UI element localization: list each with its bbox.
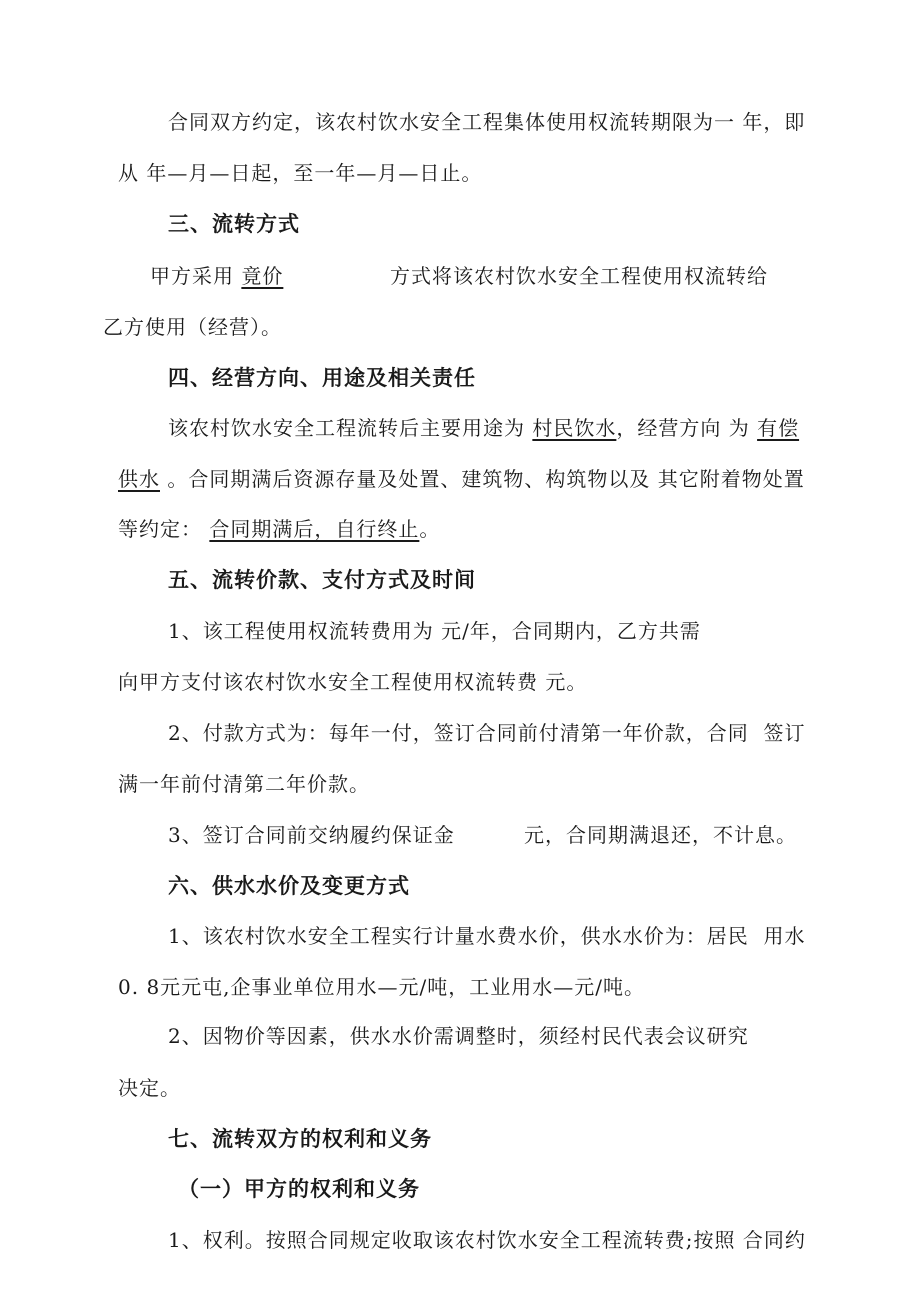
price-line-1: 1、该工程使用权流转费用为 元/年，合同期内，乙方共需 bbox=[168, 619, 701, 643]
contract-term-line-1: 合同双方约定，该农村饮水安全工程集体使用权流转期限为一 年，即 bbox=[168, 110, 806, 134]
water-price-line-2: 0. 8元元屯,企事业单位用水—元/吨，工业用水—元/吨。 bbox=[118, 975, 645, 999]
transfer-method-suffix: 方式将该农村饮水安全工程使用权流转给 bbox=[390, 264, 768, 288]
deposit-line-b: 元，合同期满退还，不计息。 bbox=[524, 823, 797, 847]
subsection-heading-party-a: （一）甲方的权利和义务 bbox=[178, 1177, 420, 1201]
section-heading-6: 六、供水水价及变更方式 bbox=[168, 874, 410, 898]
transfer-method-fill: 竟价 bbox=[241, 264, 284, 288]
price-change-line-2: 决定。 bbox=[118, 1076, 181, 1100]
usage-prefix: 该农村饮水安全工程流转后主要用途为 bbox=[168, 416, 533, 440]
agreement-end: 。 bbox=[419, 517, 441, 541]
water-price-line-1: 1、该农村饮水安全工程实行计量水费水价，供水水价为：居民 用水 bbox=[168, 924, 806, 948]
deposit-line-a: 3、签订合同前交纳履约保证金 bbox=[168, 823, 455, 847]
direction-fill: 有偿 bbox=[757, 416, 800, 440]
contract-term-line-2: 从 年—月—日起，至一年—月—日止。 bbox=[118, 161, 483, 185]
usage-fill: 村民饮水 bbox=[532, 416, 617, 440]
agreement-fill: 合同期满后，自行终止 bbox=[209, 517, 420, 541]
section-heading-3: 三、流转方式 bbox=[168, 212, 300, 236]
transfer-method-line-1 bbox=[150, 262, 283, 290]
section-heading-4: 四、经营方向、用途及相关责任 bbox=[168, 366, 476, 390]
price-change-line-1: 2、因物价等因素，供水水价需调整时，须经村民代表会议研究 bbox=[168, 1024, 749, 1048]
price-line-2: 向甲方支付该农村饮水安全工程使用权流转费 元。 bbox=[118, 670, 588, 694]
usage-line-3 bbox=[118, 515, 440, 543]
transfer-method-prefix: 甲方采用 bbox=[150, 264, 242, 288]
direction-fill-cont: 供水 bbox=[118, 467, 160, 491]
agreement-label: 等约定： bbox=[118, 517, 210, 541]
payment-line-2: 满一年前付清第二年价款。 bbox=[118, 772, 370, 796]
direction-label: ，经营方向 为 bbox=[616, 416, 758, 440]
section-heading-7: 七、流转双方的权利和义务 bbox=[168, 1127, 432, 1151]
usage-line-2 bbox=[118, 465, 805, 493]
disposal-text: 。合同期满后资源存量及处置、建筑物、构筑物以及 其它附着物处置 bbox=[160, 467, 805, 491]
rights-line-1: 1、权利。按照合同规定收取该农村饮水安全工程流转费;按照 合同约 bbox=[168, 1228, 806, 1252]
transfer-method-line-2: 乙方使用（经营）。 bbox=[103, 315, 282, 339]
usage-line-1 bbox=[168, 414, 799, 442]
payment-line-1: 2、付款方式为：每年一付，签订合同前付清第一年价款，合同 签订 bbox=[168, 721, 806, 745]
section-heading-5: 五、流转价款、支付方式及时间 bbox=[168, 568, 476, 592]
